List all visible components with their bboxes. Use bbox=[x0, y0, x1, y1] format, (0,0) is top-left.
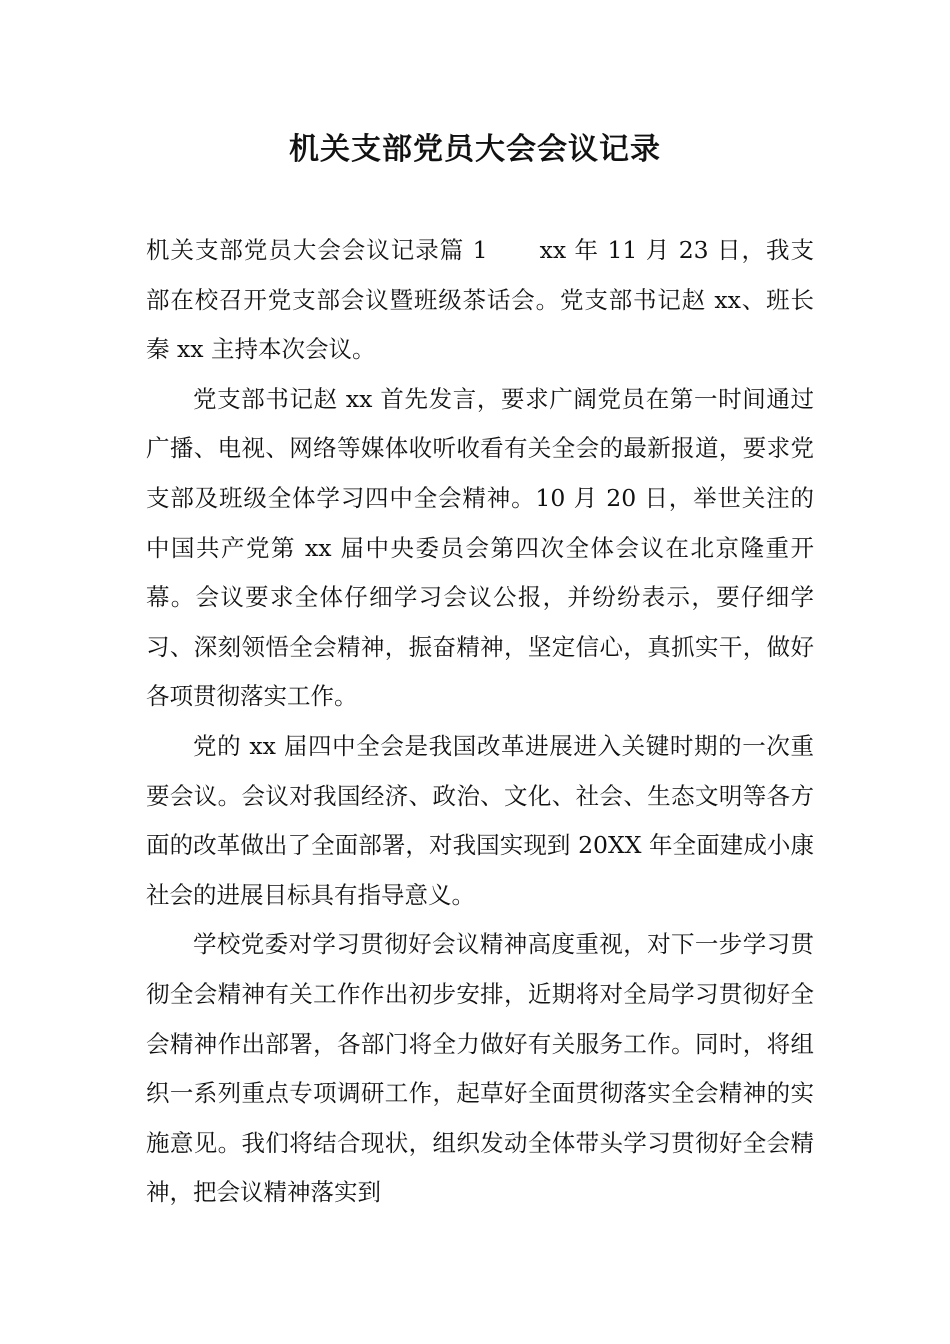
intro-paragraph bbox=[146, 226, 814, 375]
body-paragraph-1: 党支部书记赵 xx 首先发言，要求广阔党员在第一时间通过广播、电视、网络等媒体收听收看有关全会的最新报道，要求党支部及班级全体学习四中全会精神。10 月 20 日，举世关注的中国共产党第 xx 届中央委员会第四次全体会议在北京隆重开幕。会议要求全体仔细学习会议公报，并纷纷表示，要仔细学习、深刻领悟全会精神，振奋精神，坚定信心，真抓实干，做好各项贯彻落实工作。 bbox=[146, 384, 814, 711]
document-body bbox=[146, 226, 814, 1218]
intro-text: xx 年 11 月 23 日，我支部在校召开党支部会议暨班级茶话会。党支部书记赵 xx、班长秦 xx 主持本次会议。 bbox=[146, 236, 814, 364]
body-paragraph-3: 学校党委对学习贯彻好会议精神高度重视，对下一步学习贯彻全会精神有关工作作出初步安排，近期将对全局学习贯彻好全会精神作出部署，各部门将全力做好有关服务工作。同时，将组织一系列重点专项调研工作，起草好全面贯彻落实全会精神的实施意见。我们将结合现状，组织发动全体带头学习贯彻好全会精神，把会议精神落实到 bbox=[146, 930, 814, 1207]
section-heading: 机关支部党员大会会议记录篇 1 bbox=[146, 236, 488, 264]
body-paragraph-2: 党的 xx 届四中全会是我国改革进展进入关键时期的一次重要会议。会议对我国经济、政治、文化、社会、生态文明等各方面的改革做出了全面部署，对我国实现到 20XX 年全面建成小康社会的进展目标具有指导意义。 bbox=[146, 731, 814, 909]
document-title: 机关支部党员大会会议记录 bbox=[289, 132, 661, 167]
